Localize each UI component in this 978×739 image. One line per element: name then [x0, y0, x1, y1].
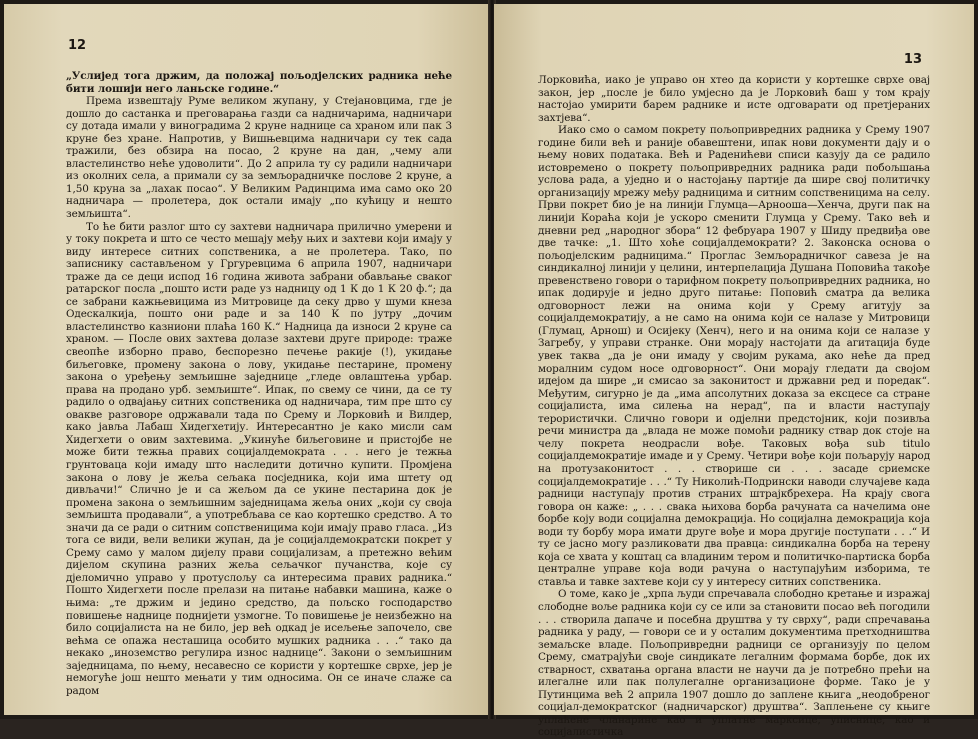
- right-page: [494, 4, 974, 739]
- right-page-text: [538, 74, 930, 739]
- paragraph: Иако смо о самом покрету пољопривредних радника у Срему 1907 године били већ и раније обавештени, ипак нови документи дају и о њему нових података. Већ и Раденићеви списи казују да се радило истовремено о покрету пољопривредних радника ради побољшања услова рада, а уједно и о настојању партије да шире свој политичку организацију мрежу међу радницима и ситним сопственицима на селу. Први покрет био је на линији Глумца—Арнооша—Хенча, други пак на линији Кораћа који је ускоро сменити Глумца у Срему. Тако већ и дневни ред „народног збора“ 12 фебруара 1907 у Шиду предвиђа ове две тачке: „1. Што хоће социјалдемократи? 2. Законска основа о пољодјелским радницима.“ Проглас Земљорадничког савеза је на синдикалној линији у целини, интерпелација Душана Поповића такође превенствено говори о тарифном покрету пољопривредних радника, но ипак додирује и једно друго питање: Поповић сматра да велика одговорност лежи на онима који у Срему агитују за социјалдемократију, а не само на онима који се налазе у Митровици (Глумац, Арнош) и Осијеку (Хенч), него и на онима који се налазе у Загребу, у управи странке. Они морају настојати да агитација буде увек таква „да је они имаду у својим рукама, ако неће да пред моралним судом носе одговорност“. Они морају гледати да својом идејом да шире „и смисао за законитост и државни ред и поредак“. Међутим, сигурно је да „има апсолутних доказа за ексцесе са стране социјалиста, има силења на нерад“, па и власти наступају терористички. Слично говори и одјелни предстојник, који позивља речи министра да „влада не може помоћи раднику ствар док стоје на челу покрета неодрасли вође. Таковых вођа sub titulo социјалдемократије имаде и у Срему. Четири вође који пољарују народ на протузаконитост . . . створише си . . . засаде сриемске социјалдемократије . . .“ Ту Николић-Подрински наводи случајеве када радници наступају против страних штрајкбрехера. На крају свога говора он каже: „ . . . свака њихова борба рачуната са начелима оне борбе коју води социјална демокрација. Но социјална демокрација која води ту борбу мора имати друге вође и мора другије поступати . . .“ И ту се јасно могу разликовати два правца: синдикална борба на терену која се хвата у коштац са владиним тером и политичко-партиска борба централне управе која води рачуна о наступајућим изборима, те ставља и тавке захтеве који су у интересу ситних сопственика.: [538, 124, 930, 588]
- page-number: 12: [68, 38, 87, 53]
- paragraph: Према извештају Руме великом жупану, у Стејановцима, где је дошло до састанка и преговарања газди са надничарима, надничари су дотада имали у виноградима 2 круне наднице са храном или пак 3 круне без хране. Напротив, у Вишњевцима надничари су тек сада тражили, без обзира на посао, 2 круне на дан, „чему али властелинство неће удоволити“. До 2 априла ту су радили надничари из околних села, а примали су за земљорадничке послове 2 круне, а 1,50 круна за „лахак посао“. У Великим Радинцима има само око 20 надничара — пролетера, док остали имају „по кућицу и нешто земљишта“.: [66, 95, 452, 221]
- paragraph: То ће бити разлог што су захтеви надничара прилично умерени и у току покрета и што се често мешају међу њих и захтеви који имају у виду интересе ситних сопственика, а не пролетера. Тако, по записнику састављеном у Гргуревцима 6 априла 1907, надничари траже да се деци испод 16 година живота забрани обављање сваког ратарског посла „пошто исти раде уз надницу од 1 К до 1 К 20 ф.“; да се забрани кажњевицима из Митровице да секу дрво у шуми кнеза Одескалкија, пошто они раде и за 140 К по јутру „дочим властелинство казниони плаћа 160 К.“ Надница да износи 2 круне са храном. — После ових захтева долазе захтеви друге природе: траже свеопће изборно право, беспорезно печење ракије (!), укидање биљеговке, промену закона о лову, укидање пестарине, промену закона о уређењу земљишне заједнице „гледе овлаштења урбар. права на продано урб. земљиште“. Ипак, по свему се чини, да се ту радило о одвајању ситних сопственика од надничара, тим пре што су овакве разговоре одржавали тада по Срему и Лорковић и Вилдер, како јавља Лабаш Хидегхетију. Интересантно је како мисли сам Хидегхети о овим захтевима. „Укинуће биљеговине и пристојбе не може бити тежња правих социјалдемократа . . . него је тежња грунтоваца који имаду што наследити дотично купити. Промјена закона о лову је жеља сељака посједника, који има штету од дивљачи!“ Слично је и са жељом да се укине пестарина док је промена закона о земљишним заједницама жеља оних „који су своја земљишта продавали“, а употребљава се као кортешко средство. А то значи да се ради о ситним сопственицима који имају право гласа. „Из тога се види, вели велики жупан, да је социјалдемократски покрет у Срему само у малом дијелу прави социјализам, а претежно већим дијелом скупина разних жеља сељачког пучанства, које су дјеломично управо у протуслољу са интересима правих радника.“ Пошто Хидегхети после прелази на питање набавки машина, каже о њима: „те држим и једино средство, да пољско господарство повишење наднице поднијети узмогне. То повишење је неизбежно на било социјалиста на не било, јер већ одкад је исељење започело, све већма се опажа несташица особито мушких радника . . .“ тако да некако „иноземство регулира износ наднице“. Закони о земљишним заједницама, по њему, несавесно се користи у кортешке сврхе, јер је немогуће још нешто мењати у тим односима. Он се иначе слаже са радом: [66, 220, 452, 697]
- paragraph: О томе, како је „хрпа људи спречавала слободно кретање и изражај слободне воље радника који су се или за становити посао већ погодили . . . створила дапаче и посебна друштва у ту сврху“, ради спречавања радника у раду, — говори се и у осталим документима претходништва земаљске владе. Пољопривредни радници се организују по целом Срему, сматрајући своје синдикате легалним формама борбе, док их стварност, схватања органа власти не научи да је потребно прећи на илегалне или пак полулегалне организационе форме. Тако је у Путинцима већ 2 априла 1907 дошло до заплене књига „неодобреног социјал-демократског (надничарског) друштва“. Заплењене су књиге уплаћене чланарине као и уплатне марксице, уписнице, као и социјалистичка: [538, 588, 930, 739]
- page-number: 13: [903, 52, 922, 67]
- left-page: [4, 4, 490, 715]
- left-page-text: [66, 70, 452, 697]
- paragraph: Лорковића, иако је управо он хтео да користи у кортешке сврхе овај закон, јер „после је било умјесно да је Лорковић баш у том крају настојао умирити барем раднике и исте одговарати од претјераних захтјева“.: [538, 74, 930, 124]
- paragraph: „Услијед тога држим, да положај пољодјелских радника неће бити лошији него ланьске године.“: [66, 70, 452, 95]
